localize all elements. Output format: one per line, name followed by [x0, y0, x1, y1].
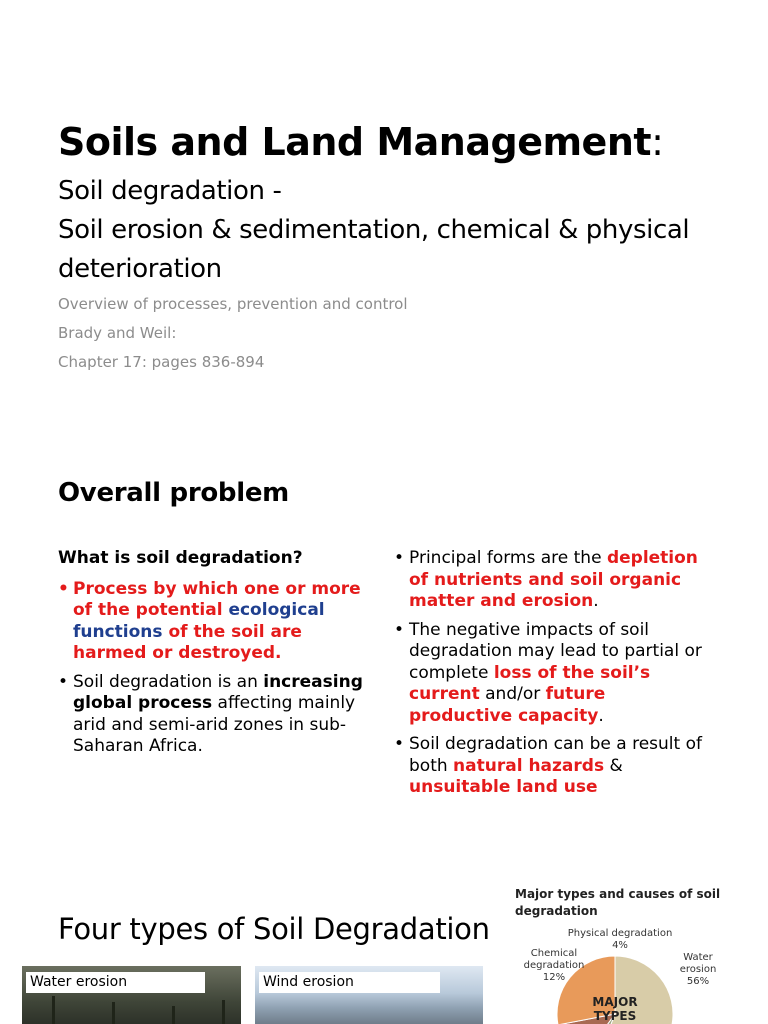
causes-text-1: Soil degradation can be a result of both [409, 734, 702, 776]
definition-highlight: ecological functions [73, 600, 325, 642]
photo-label: Water erosion [26, 972, 205, 993]
wind-erosion-photo [255, 966, 483, 1024]
pie-label-water-erosion: Water erosion 56% [679, 952, 717, 987]
causes-text-2: & [604, 755, 623, 776]
slide-meta [58, 290, 408, 377]
grass-blade [172, 1006, 175, 1024]
slide-subtitle [58, 172, 738, 289]
title-slide [0, 0, 768, 440]
impacts-text-1: The negative impacts of soil degradation may lead to partial or complete [409, 619, 702, 683]
grass-blade [52, 996, 55, 1024]
water-erosion-photo [22, 966, 241, 1024]
title-colon: : [651, 120, 664, 164]
impacts-text-3: . [598, 705, 604, 726]
forms-highlight: depletion of nutrients and soil organic matter and erosion [409, 548, 698, 611]
four-types-slide [0, 850, 768, 1024]
impacts-highlight-2: future productive capacity [409, 684, 606, 726]
bullet-global-process [58, 672, 373, 758]
slide-title [58, 120, 663, 164]
global-highlight: increasing global process [73, 671, 363, 713]
question-heading: What is soil degradation? [58, 548, 303, 568]
left-column [58, 548, 373, 765]
global-text-2: affecting mainly arid and semi-arid zones in sub-Saharan Africa. [73, 693, 356, 756]
pie-center-label: MAJOR TYPES [592, 995, 638, 1023]
pie-label-chemical-degradation: Chemical degradation 12% [523, 948, 585, 983]
meta-reference: Brady and Weil: [58, 324, 177, 342]
bullet-dot: • [394, 619, 405, 640]
subtitle-line-1: Soil degradation - [58, 176, 282, 206]
bullet-definition [58, 579, 373, 665]
causes-highlight-2: unsuitable land use [409, 777, 598, 797]
meta-overview: Overview of processes, prevention and control [58, 295, 408, 313]
bullet-dot: • [394, 734, 405, 754]
chart-title: Major types and causes of soil degradation [515, 887, 721, 918]
impacts-highlight-1: loss of the soil’s current [409, 662, 651, 704]
right-column [394, 548, 712, 806]
pie-chart [510, 928, 768, 1024]
bullet-negative-impacts [394, 620, 712, 728]
bullet-dot: • [58, 671, 69, 692]
impacts-text-2: and/or [479, 684, 546, 704]
slide-heading: Overall problem [58, 478, 289, 508]
slide-heading: Four types of Soil Degradation [58, 912, 490, 946]
bullet-principal-forms [394, 548, 712, 613]
grass-blade [112, 1002, 115, 1024]
pie-label-physical-degradation: Physical degradation 4% [567, 928, 673, 951]
overall-problem-slide [0, 440, 768, 850]
definition-text-1: Process by which one or more of the potential [73, 578, 361, 620]
subtitle-line-2: Soil erosion & sedimentation, chemical & physical deterioration [58, 215, 690, 284]
definition-text-2: of the soil are harmed or destroyed. [73, 621, 302, 663]
bullet-dot: • [394, 548, 405, 568]
forms-text-2: . [593, 591, 599, 611]
grass-blade [222, 1000, 225, 1024]
forms-text-1: Principal forms are the [409, 548, 607, 568]
global-text-1: Soil degradation is an [73, 671, 264, 692]
photo-label: Wind erosion [259, 972, 440, 993]
title-text: Soils and Land Management [58, 120, 652, 164]
bullet-dot: • [58, 578, 69, 599]
meta-chapter: Chapter 17: pages 836-894 [58, 353, 265, 371]
bullet-causes [394, 734, 712, 799]
causes-highlight-1: natural hazards [453, 755, 605, 776]
